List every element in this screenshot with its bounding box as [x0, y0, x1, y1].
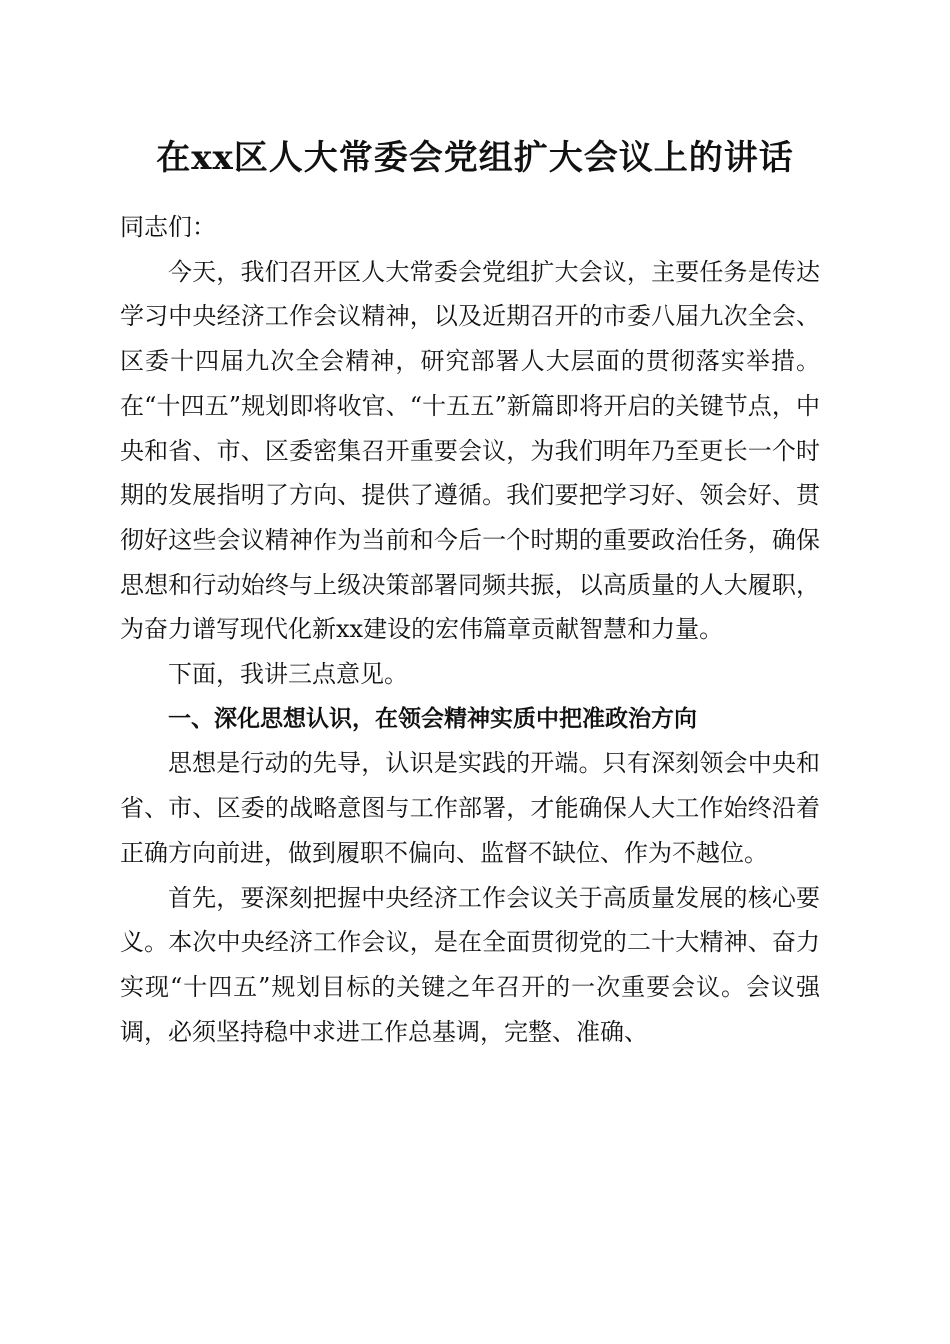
salutation: 同志们： [120, 213, 216, 241]
section-heading: 一、深化思想认识，在领会精神实质中把准政治方向 [168, 705, 697, 732]
intro-paragraph: 今天，我们召开区人大常委会党组扩大会议，主要任务是传达学习中央经济工作会议精神，以及近期召开的市委八届九次全会、区委十四届九次全会精神，研究部署人大层面的贯彻落实举措。在“十四五”规划即将收官、“十五五”新篇即将开启的关键节点，中央和省、市、区委密集召开重要会议，为我们明年乃至更长一个时期的发展指明了方向、提供了遵循。我们要把学习好、领会好、贯彻好这些会议精神作为当前和今后一个时期的重要政治任务，确保思想和行动始终与上级决策部署同频共振，以高质量的人大履职，为奋力谱写现代化新xx建设的宏伟篇章贡献智慧和力量。 [120, 257, 820, 644]
document-body [120, 205, 820, 1054]
transition-paragraph: 下面，我讲三点意见。 [168, 660, 408, 689]
section-paragraph: 思想是行动的先导，认识是实践的开端。只有深刻领会中央和省、市、区委的战略意图与工作部署，才能确保人大工作始终沿着正确方向前进，做到履职不偏向、监督不缺位、作为不越位。 [120, 749, 820, 867]
section-paragraph: 首先，要深刻把握中央经济工作会议关于高质量发展的核心要义。本次中央经济工作会议，是在全面贯彻党的二十大精神、奋力实现“十四五”规划目标的关键之年召开的一次重要会议。会议强调，必须坚持稳中求进工作总基调，完整、准确、 [120, 883, 820, 1046]
document-title: 在xx区人大常委会党组扩大会议上的讲话 [156, 138, 794, 178]
